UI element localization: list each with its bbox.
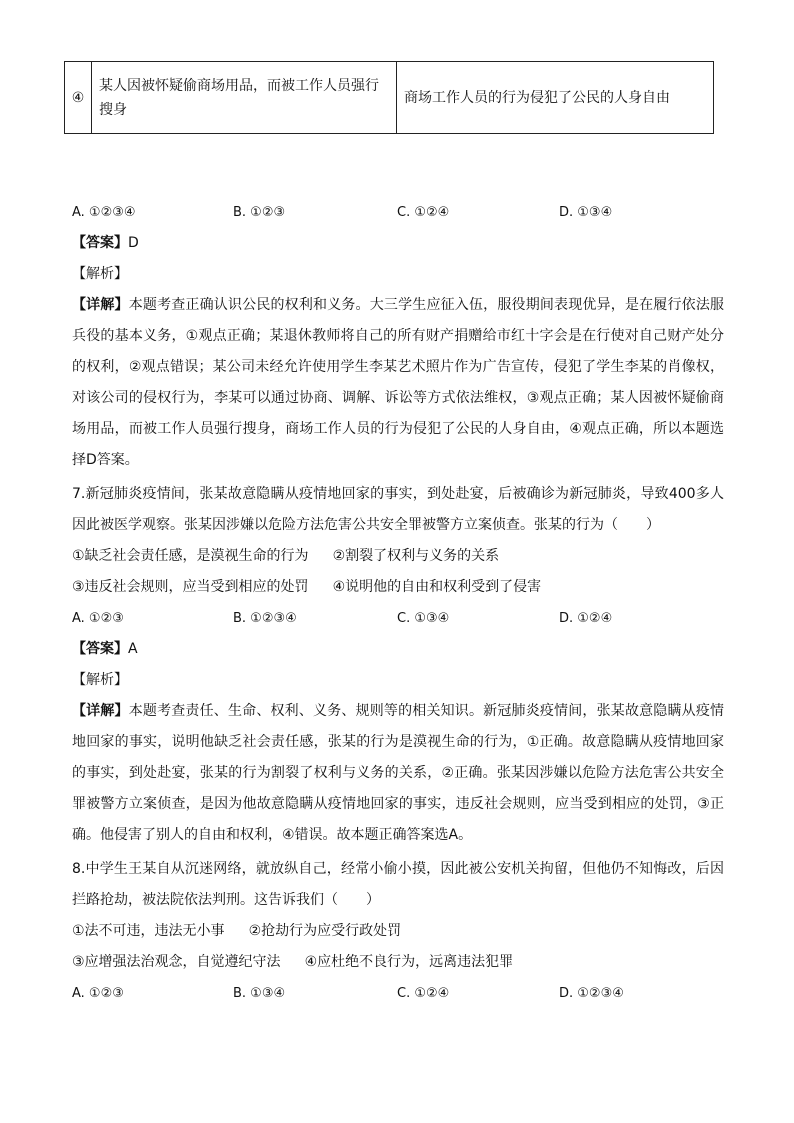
q6-option-a: A. ①②③④ — [72, 205, 136, 220]
q7-option-b: B. ①②③④ — [233, 611, 297, 626]
q7-analysis-label: 【解析】 — [72, 672, 128, 688]
q6-options — [72, 197, 724, 228]
q8-statements-row1 — [72, 916, 724, 947]
q6-analysis-label: 【解析】 — [72, 266, 128, 282]
q8-stem: 8.中学生王某自从沉迷网络，就放纵自己，经常小偷小摸，因此被公安机关拘留，但他仍不知悔改，后因拦路抢劫，被法院依法判刑。这告诉我们（ ） — [72, 861, 724, 908]
q6-section — [72, 197, 724, 476]
q7-detail — [72, 696, 724, 851]
q8-statement-1: ①法不可违，违法无小事 — [72, 923, 225, 939]
q7-statements-row2 — [72, 572, 724, 603]
q8-option-b: B. ①③④ — [233, 986, 286, 1001]
q8-options — [72, 978, 724, 1009]
q7-statement-3: ③违反社会规则，应当受到相应的处罚 — [72, 579, 309, 595]
detail-label: 【详解】 — [72, 703, 129, 719]
q8-statement-3: ③应增强法治观念，自觉遵纪守法 — [72, 954, 281, 970]
q7-option-c: C. ①③④ — [397, 611, 450, 626]
q8-statement-4: ④应杜绝不良行为，远离违法犯罪 — [304, 954, 514, 970]
q8-section — [72, 854, 724, 1009]
q6-answer: D — [128, 235, 139, 251]
q6-option-c: C. ①②④ — [397, 205, 450, 220]
q6-option-d: D. ①③④ — [559, 205, 613, 220]
q6-detail-text: 本题考查正确认识公民的权利和义务。大三学生应征入伍，服役期间表现优异，是在履行依法服兵役的基本义务，①观点正确；某退休教师将自己的所有财产捐赠给市红十字会是在行使对自己财产处分的权利，②观点错误；某公司未经允许使用学生李某艺术照片作为广告宣传，侵犯了学生李某的肖像权，对该公司的侵权行为，李某可以通过协商、调解、诉讼等方式依法维权，③观点正确；某人因被怀疑偷商场用品，而被工作人员强行搜身，商场工作人员的行为侵犯了公民的人身自由，④观点正确，所以本题选择D答案。 — [72, 297, 725, 468]
q8-statements-row2 — [72, 947, 724, 978]
q7-stem: 7.新冠肺炎疫情间，张某故意隐瞒从疫情地回家的事实，到处赴宴，后被确诊为新冠肺炎，导致400多人因此被医学观察。张某因涉嫌以危险方法危害公共安全罪被警方立案侦查。张某的行为（ ） — [72, 486, 724, 533]
q8-option-c: C. ①②④ — [397, 986, 450, 1001]
q6-answer-line — [72, 228, 724, 259]
row-event-cell: 某人因被怀疑偷商场用品，而被工作人员强行搜身 — [92, 62, 397, 134]
q7-statement-4: ④说明他的自由和权利受到了侵害 — [332, 579, 542, 595]
q7-options — [72, 603, 724, 634]
q8-option-d: D. ①②③④ — [559, 986, 624, 1001]
q7-statement-2: ②割裂了权利与义务的关系 — [332, 548, 500, 564]
q6-option-b: B. ①②③ — [233, 205, 286, 220]
comparison-table — [64, 61, 714, 134]
detail-label: 【详解】 — [72, 297, 129, 313]
answer-label: 【答案】 — [72, 641, 128, 657]
q8-option-a: A. ①②③ — [72, 986, 124, 1001]
row-view-cell: 商场工作人员的行为侵犯了公民的人身自由 — [397, 62, 714, 134]
answer-label: 【答案】 — [72, 235, 128, 251]
q6-detail — [72, 290, 724, 476]
q8-statement-2: ②抢劫行为应受行政处罚 — [248, 923, 402, 939]
table-row — [65, 62, 714, 134]
q7-answer: A — [128, 641, 138, 657]
row-number: ④ — [65, 62, 92, 134]
q7-statements-row1 — [72, 541, 724, 572]
q7-detail-text: 本题考查责任、生命、权利、义务、规则等的相关知识。新冠肺炎疫情间，张某故意隐瞒从疫情地回家的事实，说明他缺乏社会责任感，张某的行为是漠视生命的行为，①正确。故意隐瞒从疫情地回家的事实，到处赴宴，张某的行为割裂了权利与义务的关系，②正确。张某因涉嫌以危险方法危害公共安全罪被警方立案侦查，是因为他故意隐瞒从疫情地回家的事实，违反社会规则，应当受到相应的处罚，③正确。他侵害了别人的自由和权利，④错误。故本题正确答案选A。 — [72, 703, 725, 843]
q7-section — [72, 479, 724, 851]
q7-option-a: A. ①②③ — [72, 611, 124, 626]
q7-option-d: D. ①②④ — [559, 611, 613, 626]
q7-statement-1: ①缺乏社会责任感，是漠视生命的行为 — [72, 548, 309, 564]
q7-answer-line — [72, 634, 724, 665]
